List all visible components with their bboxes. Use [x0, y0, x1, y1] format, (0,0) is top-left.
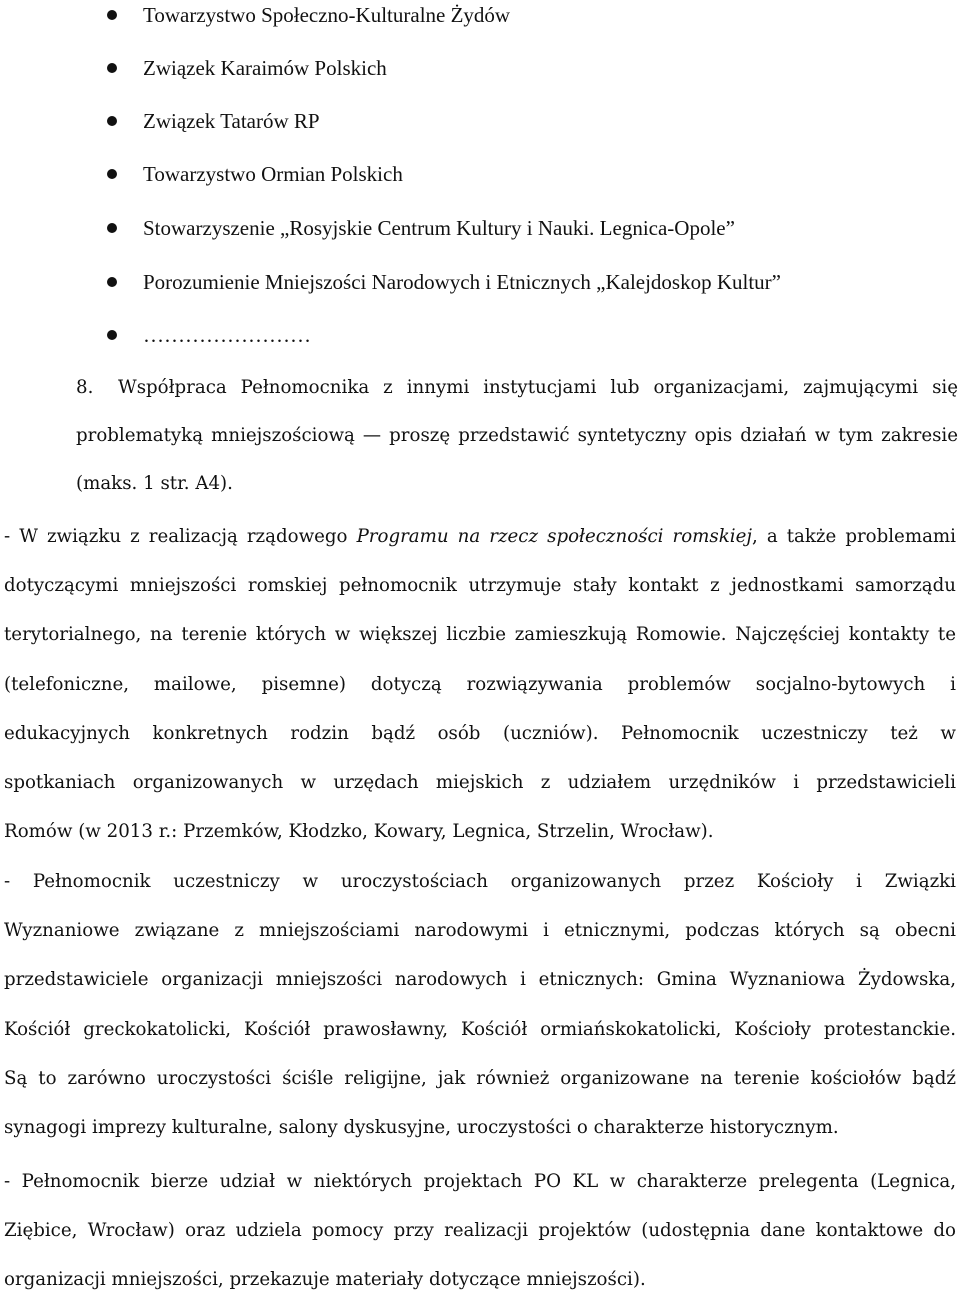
paragraph-line: dotyczącymi mniejszości romskiej pełnomocnik utrzymuje stały kontakt z jednostkami samorządu — [4, 575, 956, 596]
list-item: Porozumienie Mniejszości Narodowych i Etnicznych „Kalejdoskop Kultur” — [0, 267, 900, 297]
paragraph-line: organizacji mniejszości, przekazuje materiały dotyczące mniejszości). — [4, 1269, 646, 1290]
paragraph-line: Wyznaniowe związane z mniejszościami narodowymi i etnicznymi, podczas których są obecni — [4, 920, 956, 941]
bullet-icon — [107, 116, 117, 126]
paragraph-line: Są to zarówno uroczystości ściśle religijne, jak również organizowane na terenie kościołów bądź — [4, 1068, 956, 1089]
section-title-line: Współpraca Pełnomocnika z innymi instytucjami lub organizacjami, zajmującymi się — [118, 377, 958, 398]
paragraph-line: - Pełnomocnik bierze udział w niektórych projektach PO KL w charakterze prelegenta (Legnica, — [4, 1171, 956, 1192]
paragraph-line: terytorialnego, na terenie których w większej liczbie zamieszkują Romowie. Najczęściej kontakty te — [4, 624, 956, 645]
list-item: Towarzystwo Społeczno-Kulturalne Żydów — [0, 0, 900, 30]
list-item: Związek Karaimów Polskich — [0, 53, 900, 83]
paragraph-line: Kościół greckokatolicki, Kościół prawosławny, Kościół ormiańskokatolicki, Kościoły protestanckie. — [4, 1019, 956, 1040]
section-number: 8. — [76, 377, 94, 398]
paragraph-line: Romów (w 2013 r.: Przemków, Kłodzko, Kowary, Legnica, Strzelin, Wrocław). — [4, 821, 714, 842]
list-item: Stowarzyszenie „Rosyjskie Centrum Kultury i Nauki. Legnica-Opole” — [0, 213, 900, 243]
bullet-icon — [107, 223, 117, 233]
section-title-line: problematyką mniejszościową — proszę przedstawić syntetyczny opis działań w tym zakresie — [76, 425, 958, 446]
paragraph-line: edukacyjnych konkretnych rodzin bądź osób (uczniów). Pełnomocnik uczestniczy też w — [4, 723, 956, 744]
paragraph-line: synagogi imprezy kulturalne, salony dyskusyjne, uroczystości o charakterze historycznym. — [4, 1117, 839, 1138]
bullet-icon — [107, 169, 117, 179]
paragraph-line: - Pełnomocnik uczestniczy w uroczystościach organizowanych przez Kościoły i Związki — [4, 871, 956, 892]
section-title-line: (maks. 1 str. A4). — [76, 473, 233, 494]
list-item: …………………… — [0, 320, 900, 350]
list-item: Związek Tatarów RP — [0, 106, 900, 136]
paragraph-line: (telefoniczne, mailowe, pisemne) dotyczą rozwiązywania problemów socjalno-bytowych i — [4, 674, 956, 695]
bullet-icon — [107, 330, 117, 340]
paragraph-line: spotkaniach organizowanych w urzędach miejskich z udziałem urzędników i przedstawicieli — [4, 772, 956, 793]
bullet-icon — [107, 277, 117, 287]
paragraph-line: przedstawiciele organizacji mniejszości narodowych i etnicznych: Gmina Wyznaniowa Żydowska, — [4, 969, 956, 990]
paragraph-line: Ziębice, Wrocław) oraz udziela pomocy przy realizacji projektów (udostępnia dane kontaktowe do — [4, 1220, 956, 1241]
bullet-icon — [107, 63, 117, 73]
list-item: Towarzystwo Ormian Polskich — [0, 159, 900, 189]
bullet-icon — [107, 10, 117, 20]
paragraph-line: - W związku z realizacją rządowego Programu na rzecz społeczności romskiej, a także problemami — [4, 526, 956, 547]
